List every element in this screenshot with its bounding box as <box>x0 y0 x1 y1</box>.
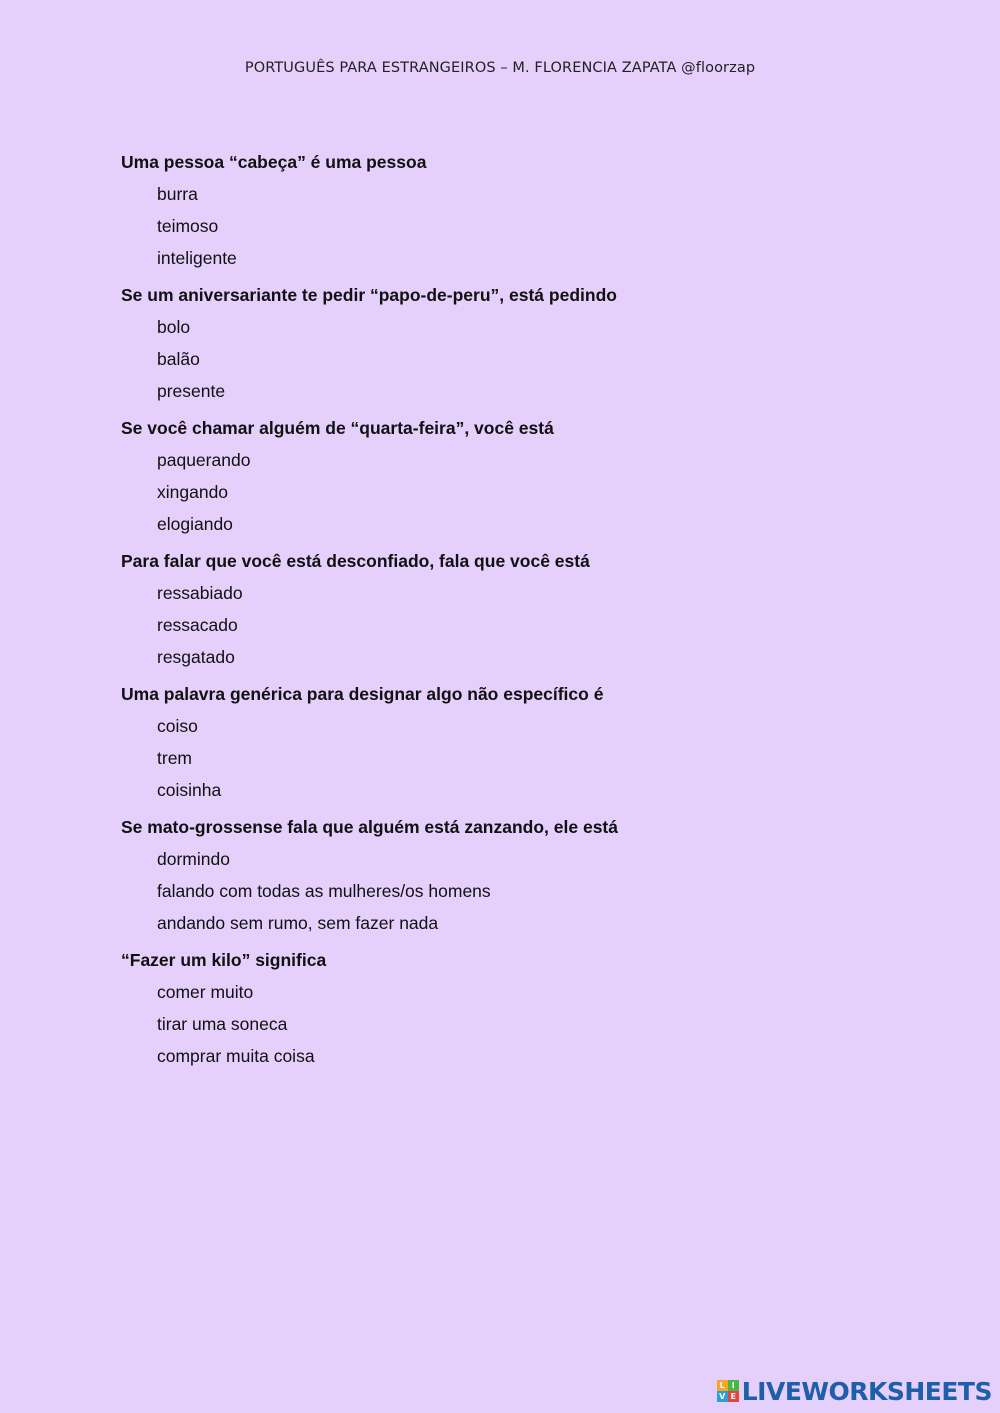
question-2 <box>121 283 921 403</box>
answer-option[interactable]: coiso <box>157 716 198 736</box>
question-7 <box>121 948 921 1068</box>
logo-mark-letter: L <box>717 1380 728 1391</box>
answer-option[interactable]: falando com todas as mulheres/os homens <box>157 881 491 901</box>
liveworksheets-logo-icon <box>717 1380 739 1402</box>
logo-mark-letter: V <box>717 1391 728 1402</box>
question-text: Uma palavra genérica para designar algo não específico é <box>121 684 604 704</box>
answer-option[interactable]: ressacado <box>157 615 238 635</box>
logo-mark-letter: E <box>728 1391 739 1402</box>
answer-option[interactable]: balão <box>157 349 200 369</box>
logo-mark-letter: I <box>728 1380 739 1391</box>
answer-option[interactable]: comprar muita coisa <box>157 1046 315 1066</box>
answer-option[interactable]: tirar uma soneca <box>157 1014 288 1034</box>
page-header: PORTUGUÊS PARA ESTRANGEIROS – M. FLORENCIA ZAPATA @floorzap <box>244 60 756 76</box>
question-6 <box>121 815 921 935</box>
answer-option[interactable]: elogiando <box>157 514 233 534</box>
question-text: Se você chamar alguém de “quarta-feira”, você está <box>121 418 554 438</box>
quiz <box>121 150 921 1081</box>
answer-option[interactable]: presente <box>157 381 226 401</box>
answer-option[interactable]: trem <box>157 748 192 768</box>
answer-option[interactable]: paquerando <box>157 450 251 470</box>
answer-option[interactable]: ressabiado <box>157 583 243 603</box>
answer-option[interactable]: andando sem rumo, sem fazer nada <box>157 913 439 933</box>
question-text: Se um aniversariante te pedir “papo-de-peru”, está pedindo <box>121 285 617 305</box>
answer-option[interactable]: resgatado <box>157 647 235 667</box>
answer-option[interactable]: comer muito <box>157 982 254 1002</box>
question-text: Se mato-grossense fala que alguém está zanzando, ele está <box>121 817 618 837</box>
liveworksheets-logo <box>717 1377 992 1405</box>
logo-text: LIVEWORKSHEETS <box>741 1376 992 1406</box>
answer-option[interactable]: teimoso <box>157 216 219 236</box>
answer-option[interactable]: inteligente <box>157 248 237 268</box>
question-text: Para falar que você está desconfiado, fala que você está <box>121 551 590 571</box>
question-1 <box>121 150 921 270</box>
question-5 <box>121 682 921 802</box>
question-text: “Fazer um kilo” significa <box>121 950 327 970</box>
answer-option[interactable]: bolo <box>157 317 191 337</box>
question-4 <box>121 549 921 669</box>
answer-option[interactable]: dormindo <box>157 849 230 869</box>
answer-option[interactable]: coisinha <box>157 780 222 800</box>
answer-option[interactable]: burra <box>157 184 198 204</box>
question-3 <box>121 416 921 536</box>
question-text: Uma pessoa “cabeça” é uma pessoa <box>121 152 427 172</box>
answer-option[interactable]: xingando <box>157 482 229 502</box>
